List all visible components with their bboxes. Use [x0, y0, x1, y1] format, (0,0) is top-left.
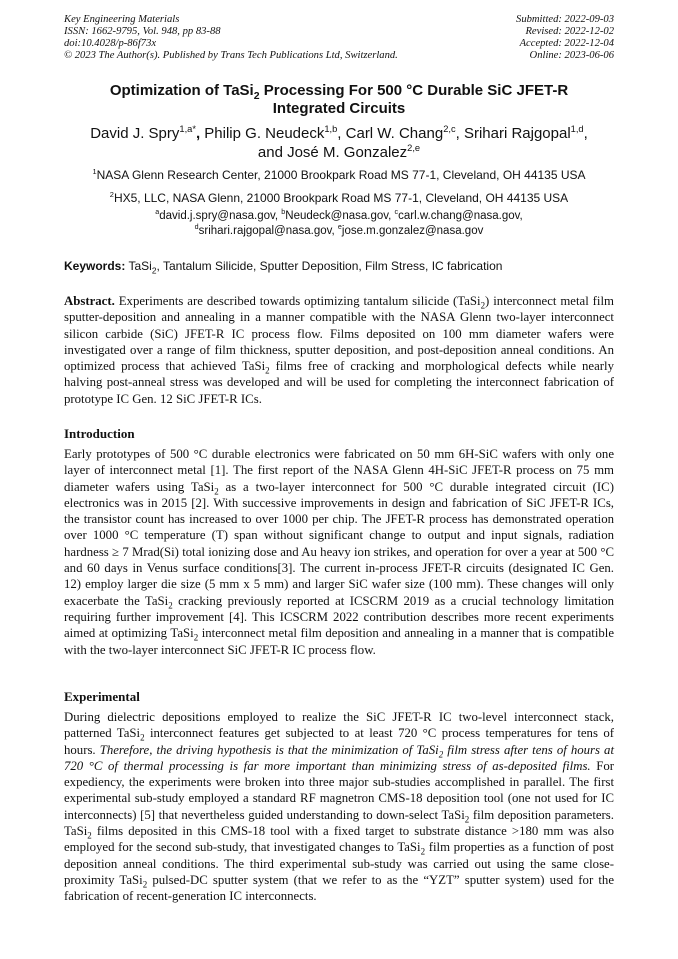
- subscript: 2: [265, 365, 270, 376]
- paragraph-text: interconnect metal film deposition and annealing in a manner that is compatible with the two-layer interconnect SiC JFET-R IC process flow.: [64, 626, 615, 657]
- subscript: 2: [214, 486, 219, 497]
- italic-text: film stress after tens of hours at 720 °C of thermal processing is far more important than minimizing stress of as-deposited films.: [64, 742, 614, 773]
- date-submitted: Submitted: 2022-09-03: [516, 14, 614, 25]
- keyword-list: , Tantalum Silicide, Sputter Deposition, Film Stress, IC fabrication: [156, 259, 503, 273]
- paragraph-text: pulsed-DC sputter system (that we refer to as the “YZT” sputter system) used for the fabrication of recent-generation IC interconnects.: [64, 872, 615, 904]
- affiliation-1: [64, 168, 614, 182]
- journal-copyright: © 2023 The Author(s). Published by Trans Tech Publications Ltd, Switzerland.: [64, 50, 398, 61]
- author-affil: 2,c: [443, 124, 456, 134]
- author-name: Carl W. Chang: [345, 125, 444, 142]
- author-name: Philip G. Neudeck: [204, 125, 325, 142]
- subscript: 2: [464, 814, 470, 825]
- email-marker: d: [194, 223, 199, 232]
- section-heading-introduction: Introduction: [64, 426, 135, 441]
- keyword: TaSi: [128, 259, 152, 273]
- author-emails: $^a$david.j.spry@nasa.gov, $^b$Neudeck@nasa.gov, $^c$carl.w.chang@nasa.gov, $^d$srihari.rajgopal@nasa.gov, $^e$jose.m.gonzalez@nasa.gov: [155, 208, 523, 237]
- date-online: Online: 2023-06-06: [529, 50, 614, 61]
- affil-text: NASA Glenn Research Center, 21000 Brookpark Road MS 77-1, Cleveland, OH 44135 USA: [96, 168, 586, 182]
- affil-marker: 1: [92, 167, 97, 176]
- title-subscript: 2: [253, 90, 260, 102]
- keywords-label: Keywords:: [64, 259, 126, 273]
- section-heading-experimental: Experimental: [64, 689, 140, 704]
- author-name: David J. Spry: [90, 125, 180, 142]
- journal-name: Key Engineering Materials: [64, 14, 180, 25]
- title-part: Processing For 500 °C Durable SiC JFET-R: [259, 82, 569, 99]
- paragraph-text: interconnect features get subjected to at least 720 °C process temperatures for tens of hours.: [64, 726, 614, 757]
- paragraph-text: During dielectric depositions employed to realize the SiC JFET-R IC two-level interconnect stack, patterned TaSi: [64, 710, 614, 741]
- author-name: José M. Gonzalez: [287, 144, 408, 161]
- date-accepted: Accepted: 2022-12-04: [519, 38, 614, 49]
- journal-issn: ISSN: 1662-9795, Vol. 948, pp 83-88: [64, 26, 221, 37]
- submission-dates: [516, 14, 614, 62]
- title-part: Optimization of TaSi: [109, 82, 254, 99]
- author-affil: 1,a*: [179, 124, 196, 134]
- email-marker: e: [337, 223, 342, 232]
- subscript: 2: [87, 830, 92, 841]
- abstract: [64, 293, 614, 407]
- hypothesis-text: [64, 743, 614, 773]
- subscript: 2: [142, 879, 148, 890]
- journal-doi: doi:10.4028/p-86f73x: [64, 38, 157, 49]
- email-marker: c: [394, 208, 399, 217]
- email-link[interactable]: david.j.spry@nasa.gov: [159, 210, 275, 222]
- author-affil: 1,b: [324, 124, 338, 134]
- author-name: Srihari Rajgopal: [463, 125, 571, 142]
- subscript: 2: [140, 732, 145, 743]
- subscript: 2: [420, 846, 426, 857]
- paragraph-text: film properties as a function of post deposition anneal conditions. The third experimental sub-study was carried out using the same close-proximity TaSi: [64, 840, 614, 887]
- affil-text: HX5, LLC, NASA Glenn, 21000 Brookpark Road MS 77-1, Cleveland, OH 44135 USA: [113, 191, 569, 205]
- email-link[interactable]: srihari.rajgopal@nasa.gov: [198, 225, 332, 237]
- experimental-text: [64, 709, 614, 905]
- journal-header: [64, 14, 614, 62]
- abstract-text: ) interconnect metal film sputter-deposition and annealing in a manner compatible with the NASA Glenn two-layer interconnect silicon carbide (SiC) JFET-R IC process flow. Films deposited on 100 mm diameter wafers were investigated over a range of film thickness, sputter deposition, and post-deposition anneal conditions. An optimized process that achieved TaSi: [64, 294, 614, 374]
- abstract-label: Abstract.: [64, 294, 115, 308]
- paragraph-text: For expediency, the experiments were broken into three major sub-studies accomplished in parallel. The first experimental sub-study employed a standard RF magnetron CMS-18 deposition tool (one not used for IC interconnects) [5] that nevertheless guided understanding to down-select TaSi: [64, 758, 615, 822]
- paragraph-text: films deposited in this CMS-18 tool with a fixed target to substrate distance >180 mm was also employed for the second sub-study, that investigated changes to TaSi: [64, 824, 614, 855]
- keywords: [64, 259, 614, 274]
- keyword-subscript: 2: [151, 265, 157, 276]
- affiliation-2: [64, 191, 614, 205]
- email-link[interactable]: carl.w.chang@nasa.gov: [398, 210, 520, 222]
- journal-info: [64, 14, 398, 62]
- email-link[interactable]: Neudeck@nasa.gov: [285, 210, 389, 222]
- date-revised: Revised: 2022-12-02: [525, 26, 614, 37]
- email-link[interactable]: jose.m.gonzalez@nasa.gov: [341, 225, 484, 237]
- paragraph-text: film deposition parameters. TaSi: [64, 807, 614, 839]
- paper-title: [64, 82, 614, 118]
- author-affil: 1,d: [570, 124, 584, 134]
- subscript: 2: [193, 632, 199, 643]
- subscript: 2: [480, 300, 486, 311]
- paragraph-text: as a two-layer interconnect for 500 °C durable integrated circuit (IC) electronics was in 2015 [2]. With successive improvements in design and fabrication of SiC JFET-R ICs, the transistor count has increased to over 1000 per chip. The JFET-R process has demonstrated operation over 1000 °C temperature (T) span without significant change to output and input signals, radiation hardness ≥ 7 Mrad(Si) total ionizing dose and Au heavy ion strikes, and operation for over a year at 500 °C and 60 days in Venus surface conditions[3]. The current in-process JFET-R circuits (designated IC Gen. 12) employ larger die size (5 mm x 5 mm) and larger SiC wafer size (100 mm). These changes will only exacerbate the TaSi: [64, 479, 614, 608]
- author-affil: 2,e: [407, 143, 421, 153]
- affil-marker: 2: [109, 190, 114, 199]
- paragraph-text: cracking previously reported at ICSCRM 2019 as a crucial technology limitation requiring further improvement [4]. This ICSCRM 2022 contribution describes more recent experiments aimed at optimizing TaSi: [64, 593, 614, 641]
- email-marker: a: [155, 208, 160, 217]
- subscript: 2: [438, 749, 444, 760]
- email-marker: b: [281, 208, 286, 217]
- author-list: David J. Spry$^{1,a*}$, Philip G. Neudeck$^{1,b}$, Carl W. Chang$^{2,c}$, Srihari Rajgopal$^{1,d}$, and José M. Gonzalez$^{2,e}$: [90, 124, 588, 161]
- subscript: 2: [168, 600, 173, 611]
- title-line-2: Integrated Circuits: [272, 100, 406, 117]
- paragraph-text: Early prototypes of 500 °C durable electronics were fabricated on 50 mm 6H-SiC wafers with only one layer of interconnect metal [1]. The first report of the NASA Glenn 4H-SiC JFET-R process on 75 mm diameter wafers using TaSi: [64, 447, 614, 494]
- abstract-text: films free of cracking and morphological defects while nearly halving post-anneal stress was developed and will be used for completing the interconnect fabrication of prototype IC Gen. 12 SiC JFET-R ICs.: [64, 359, 614, 406]
- italic-text: Therefore, the driving hypothesis is that the minimization of TaSi: [99, 742, 439, 757]
- abstract-text: Experiments are described towards optimizing tantalum silicide (TaSi: [114, 294, 481, 308]
- introduction-text: [64, 446, 614, 658]
